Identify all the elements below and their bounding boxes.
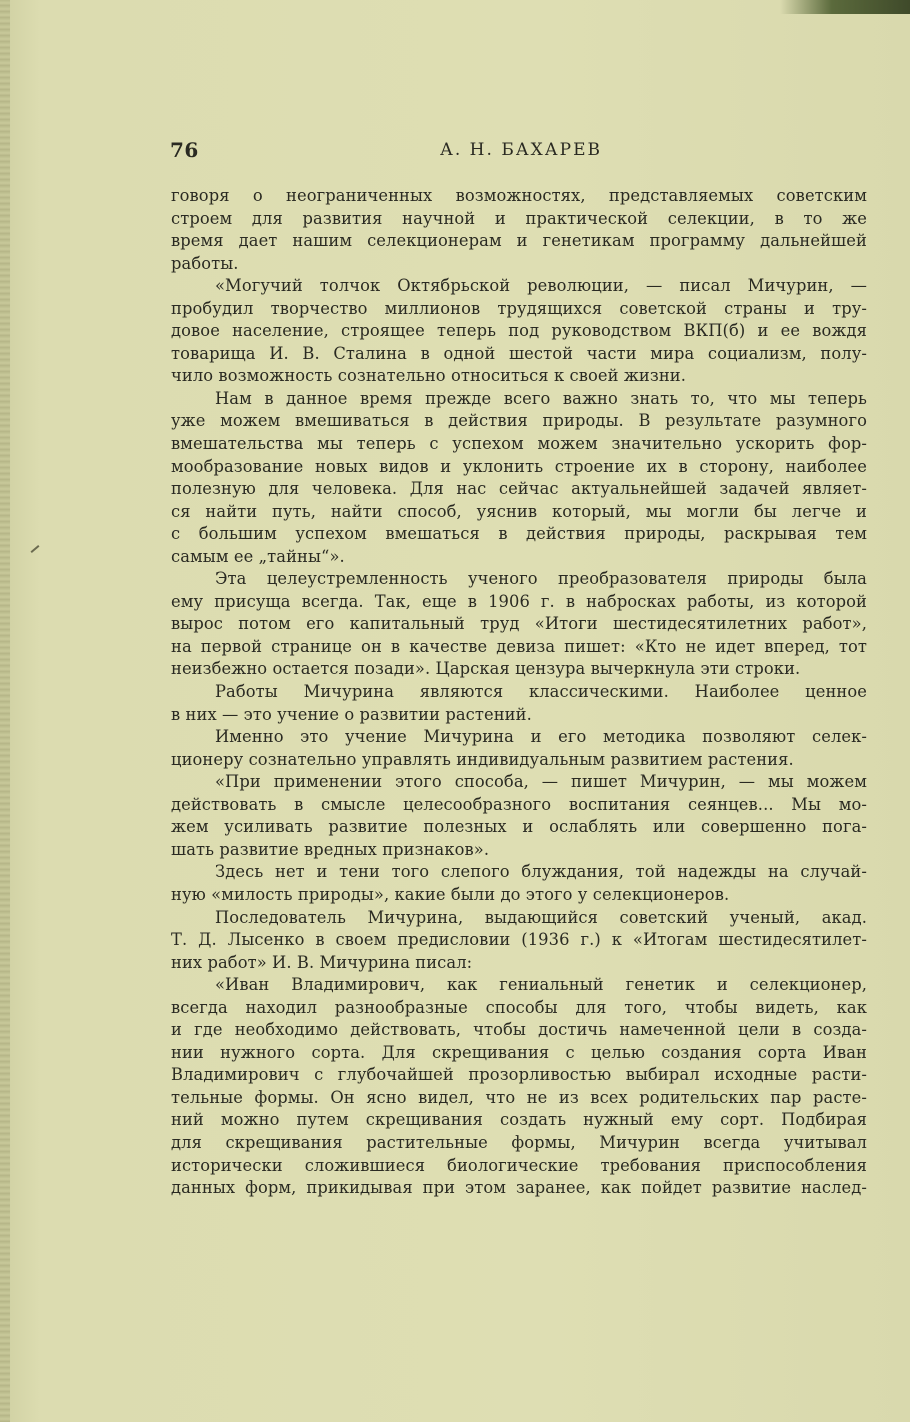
text-line: товарища И. В. Сталина в одной шестой части мира социализм, полу- <box>171 343 867 363</box>
text-line: ний можно путем скрещивания создать нужный ему сорт. Подбирая <box>171 1110 867 1130</box>
text-line: с большим успехом вмешаться в действия природы, раскрывая тем <box>171 524 867 544</box>
body-text <box>171 185 867 1200</box>
text-line: ционеру сознательно управлять индивидуальным развитием растения. <box>171 749 794 769</box>
text-line: работы. <box>171 253 239 273</box>
text-line: исторически сложившиеся биологические требования приспособления <box>171 1155 867 1175</box>
text-line: вырос потом его капитальный труд «Итоги шестидесятилетних работ», <box>171 614 867 634</box>
text-line: Работы Мичурина являются классическими. Наиболее ценное <box>215 682 867 702</box>
margin-pencil-mark <box>31 545 40 553</box>
text-line: пробудил творчество миллионов трудящихся советской страны и тру- <box>171 298 867 318</box>
text-line: чило возможность сознательно относиться к своей жизни. <box>171 366 687 386</box>
text-line: для скрещивания растительные формы, Мичурин всегда учитывал <box>171 1132 867 1152</box>
text-line: «Могучий толчок Октябрьской революции, — писал Мичурин, — <box>215 276 867 296</box>
page-header <box>170 138 866 162</box>
text-line: Т. Д. Лысенко в своем предисловии (1936 г.) к «Итогам шестидесятилет- <box>171 930 867 950</box>
text-line: нии нужного сорта. Для скрещивания с целью создания сорта Иван <box>171 1042 867 1062</box>
text-line: Нам в данное время прежде всего важно знать то, что мы теперь <box>215 388 867 408</box>
text-line: в них — это учение о развитии растений. <box>171 704 532 724</box>
text-line: всегда находил разнообразные способы для того, чтобы видеть, как <box>171 997 867 1017</box>
text-line: «При применении этого способа, — пишет Мичурин, — мы можем <box>215 772 867 792</box>
text-line: Владимирович с глубочайшей прозорливостью выбирал исходные расти- <box>171 1065 867 1085</box>
text-line: на первой странице он в качестве девиза пишет: «Кто не идет вперед, тот <box>171 636 867 656</box>
text-line: «Иван Владимирович, как гениальный генетик и селекционер, <box>215 975 867 995</box>
text-line: самым ее „тайны“». <box>171 546 345 566</box>
text-line: них работ» И. В. Мичурина писал: <box>171 952 473 972</box>
text-line: время дает нашим селекционерам и генетикам программу дальнейшей <box>171 231 867 251</box>
text-line: действовать в смысле целесообразного воспитания сеянцев... Мы мо- <box>171 794 867 814</box>
page-left-edge <box>0 0 10 1422</box>
text-line: довое население, строящее теперь под руководством ВКП(б) и ее вождя <box>171 321 867 341</box>
text-line: Именно это учение Мичурина и его методика позволяют селек- <box>215 727 867 747</box>
text-line: и где необходимо действовать, чтобы достичь намеченной цели в созда- <box>171 1020 867 1040</box>
text-line: неизбежно остается позади». Царская цензура вычеркнула эти строки. <box>171 659 801 679</box>
text-line: уже можем вмешиваться в действия природы. В результате разумного <box>171 411 867 431</box>
text-line: ную «милость природы», какие были до этого у селекционеров. <box>171 884 730 904</box>
text-line: вмешательства мы теперь с успехом можем значительно ускорить фор- <box>171 434 867 454</box>
text-line: ся найти путь, найти способ, уяснив который, мы могли бы легче и <box>171 501 867 521</box>
text-line: строем для развития научной и практической селекции, в то же <box>171 208 867 228</box>
page-top-edge-stain <box>780 0 910 14</box>
text-line: мообразование новых видов и уклонить строение их в сторону, наиболее <box>171 456 867 476</box>
text-line: ему присуща всегда. Так, еще в 1906 г. в набросках работы, из которой <box>171 591 867 611</box>
text-line: Последователь Мичурина, выдающийся советский ученый, акад. <box>215 907 867 927</box>
text-line: Здесь нет и тени того слепого блуждания, той надежды на случай- <box>215 862 867 882</box>
text-line: Эта целеустремленность ученого преобразователя природы была <box>215 569 867 589</box>
text-line: говоря о неограниченных возможностях, представляемых советским <box>171 186 867 205</box>
text-line: тельные формы. Он ясно видел, что не из всех родительских пар расте- <box>171 1087 867 1107</box>
page-number: 76 <box>170 138 199 162</box>
text-line: полезную для человека. Для нас сейчас актуальнейшей задачей являет- <box>171 479 867 499</box>
text-line: жем усиливать развитие полезных и ослаблять или совершенно пога- <box>171 817 867 837</box>
text-line: шать развитие вредных признаков». <box>171 839 490 859</box>
running-title: А. Н. БАХАРЕВ <box>440 140 602 160</box>
text-line: данных форм, прикидывая при этом заранее, как пойдет развитие наслед- <box>171 1178 867 1198</box>
